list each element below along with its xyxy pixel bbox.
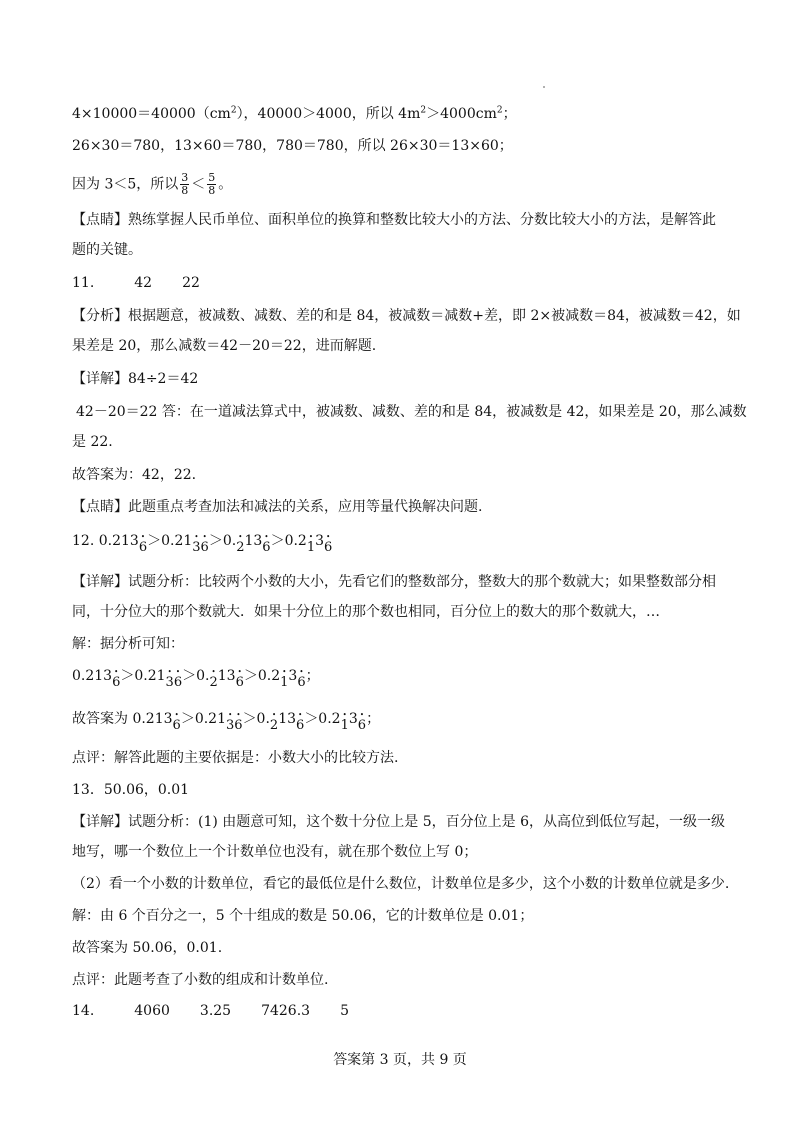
- repeating-digit: • 3: [166, 673, 174, 693]
- q11-xiangjie-line3: 是 22.: [72, 434, 113, 450]
- repeating-digit: • 6: [173, 716, 181, 736]
- text: ；: [502, 106, 517, 122]
- q12-dianping: 点评：解答此题的主要依据是：小数大小的比较方法.: [72, 750, 399, 766]
- superscript: 2: [420, 105, 427, 116]
- decimal-part: 3: [348, 711, 358, 727]
- repeating-digit: • 6: [139, 538, 147, 558]
- q13-answer: 故答案为 50.06，0.01.: [72, 940, 223, 956]
- decimal-part: 3: [315, 533, 325, 549]
- q10-line-area-compare: [72, 104, 517, 124]
- denominator: 8: [181, 184, 189, 197]
- repeating-digit: • 6: [201, 538, 209, 558]
- repeating-digit: • 6: [112, 673, 120, 693]
- answer-value: 4060: [134, 1003, 170, 1019]
- repeating-digit: • 3: [192, 538, 200, 558]
- answer-value: 5: [340, 1003, 349, 1019]
- numerator: 5: [208, 171, 216, 184]
- q12-xiangjie-line1: 【详解】试题分析：比较两个小数的大小，先看它们的整数部分，整数大的那个数就大；如果整数部分相: [72, 574, 716, 590]
- decimal-part: ＞0.2: [243, 668, 281, 684]
- q11-fenxi-line2: 果差是 20，那么减数＝42－20＝22，进而解题.: [72, 338, 377, 354]
- repeating-digit: • 6: [297, 673, 305, 693]
- q13-dianping: 点评：此题考查了小数的组成和计数单位.: [72, 972, 329, 988]
- decimal-part: 13: [244, 533, 263, 549]
- repeating-digit: • 6: [324, 538, 332, 558]
- text: 故答案为: [72, 711, 128, 727]
- text: ；: [366, 711, 381, 727]
- q11-fenxi-line1: 【分析】根据题意，被减数、减数、差的和是 84，被减数＝减数+差，即 2×被减数＝84，被减数＝42，如: [72, 308, 741, 324]
- text: 。: [218, 176, 233, 193]
- q10-dianjing-line1: 【点睛】熟练掌握人民币单位、面积单位的换算和整数比较大小的方法、分数比较大小的方法，是解答此: [72, 212, 716, 228]
- q14-header: [72, 1001, 349, 1021]
- text: ＜: [191, 176, 206, 193]
- decimal-part: ＞0.21: [147, 533, 193, 549]
- repeating-digit: • 2: [270, 716, 278, 736]
- repeating-digit: • 6: [236, 673, 244, 693]
- decimal-part: 0.213: [72, 668, 113, 684]
- q12-answer: [72, 709, 381, 733]
- text: ＞4000cm: [426, 106, 497, 122]
- q13-xiangjie-line2: 地写，哪一个数位上一个计数单位也没有，就在那个数位上写 0；: [72, 844, 478, 860]
- decimal-part: ＞0.21: [180, 711, 226, 727]
- text: 因为 3＜5，所以: [72, 176, 179, 193]
- decimal-part: ＞0.2: [304, 711, 341, 727]
- q11-dianjing: 【点睛】此题重点考查加法和减法的关系，应用等量代换解决问题.: [72, 499, 483, 515]
- q13-jie: 解：由 6 个百分之一，5 个十组成的数是 50.06，它的计数单位是 0.01；: [72, 908, 534, 924]
- repeating-digit: • 6: [174, 673, 182, 693]
- q11-xiangjie-line1: 【详解】84÷2＝42: [72, 371, 199, 387]
- q10-dianjing-line2: 题的关键。: [72, 242, 142, 258]
- q13-xiangjie-line3: （2）看一个小数的计数单位，看它的最低位是什么数位，计数单位是多少，这个小数的计数单位就是多少.: [72, 876, 730, 892]
- decimal-part: 0.213: [132, 711, 173, 727]
- decimal-part: 13: [217, 668, 236, 684]
- scan-speck: [543, 86, 545, 88]
- decimal-part: ＞0.: [208, 533, 237, 549]
- decimal-part: ＞0.: [182, 668, 210, 684]
- q13-header: 13．50.06，0.01: [72, 782, 190, 798]
- superscript: 2: [230, 105, 237, 116]
- answer-value: 7426.3: [261, 1003, 311, 1019]
- question-number: 12.: [72, 533, 95, 549]
- repeating-digit: • 6: [296, 716, 304, 736]
- text: ），40000＞4000，所以 4m: [236, 106, 421, 122]
- q12-header: [72, 531, 333, 555]
- denominator: 8: [208, 184, 216, 197]
- text: ；: [305, 668, 320, 684]
- numerator: 3: [181, 171, 189, 184]
- repeating-digit: • 1: [280, 673, 288, 693]
- repeating-digit: • 2: [209, 673, 217, 693]
- repeating-digit: • 3: [226, 716, 234, 736]
- repeating-digit: • 1: [341, 716, 349, 736]
- decimal-part: 3: [288, 668, 298, 684]
- question-number: 14.: [72, 1003, 95, 1019]
- decimal-part: 13: [278, 711, 297, 727]
- q12-jie: 解：据分析可知：: [72, 636, 184, 652]
- repeating-digit: • 6: [358, 716, 366, 736]
- text: 4×10000＝40000（cm: [72, 106, 231, 122]
- q11-header: [72, 273, 200, 293]
- q11-answer: 故答案为：42，22.: [72, 467, 197, 483]
- question-number: 11.: [72, 275, 95, 291]
- q12-sequence: [72, 666, 320, 690]
- q12-xiangjie-line2: 同，十分位大的那个数就大．如果十分位上的那个数也相同，百分位上的数大的那个数就大，…: [72, 604, 660, 620]
- q10-line-product-compare: 26×30＝780，13×60＝780，780＝780，所以 26×30＝13×60；: [72, 138, 513, 154]
- page-footer: 答案第 3 页，共 9 页: [333, 1052, 467, 1068]
- repeating-digit: • 2: [236, 538, 244, 558]
- q10-line-fraction-compare: [72, 172, 232, 197]
- q11-xiangjie-line2: 42－20＝22 答：在一道减法算式中，被减数、减数、差的和是 84，被减数是 42，如果差是 20，那么减数: [76, 404, 747, 420]
- superscript: 2: [496, 105, 503, 116]
- fraction: [207, 172, 216, 197]
- answer-value: 3.25: [199, 1003, 232, 1019]
- q13-xiangjie-line1: 【详解】试题分析：(1) 由题意可知，这个数十分位上是 5，百分位上是 6，从高位到低位写起，一级一级: [72, 814, 725, 830]
- decimal-part: ＞0.: [242, 711, 270, 727]
- answer-value: 42: [134, 275, 153, 291]
- decimal-part: 0.213: [98, 533, 139, 549]
- decimal-part: ＞0.2: [270, 533, 307, 549]
- repeating-digit: • 1: [307, 538, 315, 558]
- decimal-part: ＞0.21: [120, 668, 166, 684]
- answer-value: 22: [182, 275, 200, 291]
- repeating-digit: • 6: [234, 716, 242, 736]
- fraction: [180, 172, 189, 197]
- repeating-digit: • 6: [262, 538, 270, 558]
